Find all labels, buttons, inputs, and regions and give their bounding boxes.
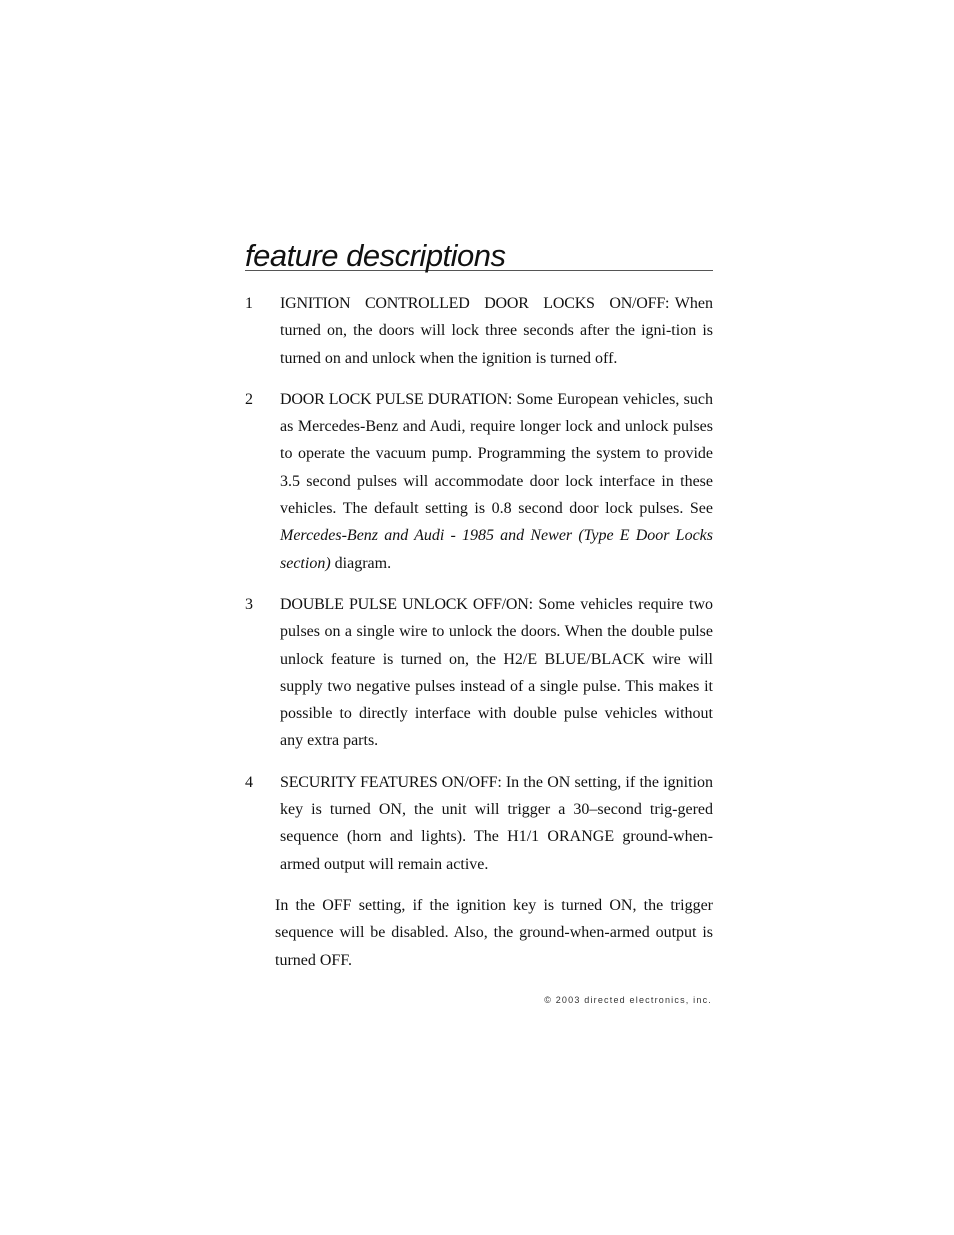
feature-list [245, 290, 713, 974]
feature-body [280, 769, 713, 878]
page-title: feature descriptions [245, 238, 506, 273]
feature-item-1 [245, 290, 713, 372]
feature-text: Some European vehicles, such as Mercedes-Benz and Audi, require longer lock and unlock pulses to operate the vacuum pump. Programming the system to provide 3.5 second pulses will accommodate door lock interface in these vehicles. The default setting is 0.8 second door lock pulses. See [280, 390, 714, 518]
feature-number: 3 [245, 595, 253, 613]
feature-heading: DOOR LOCK PULSE DURATION: [280, 390, 513, 408]
title-rule [245, 236, 713, 271]
feature-body [280, 290, 713, 372]
feature-item-2 [245, 386, 713, 577]
feature-item-4 [245, 769, 713, 878]
feature-number: 1 [245, 295, 253, 312]
feature-text: In the ON setting, if the ignition key is turned ON, the unit will trigger a 30–second trig-gered sequence (horn and lights). The H1/1 ORANGE ground-when-armed output will remain active. [280, 773, 714, 873]
feature-text: When turned on, the doors will lock three seconds after the igni-tion is turned on and unlock when the ignition is turned off. [280, 295, 713, 367]
feature-number: 2 [245, 390, 253, 408]
feature-body [280, 591, 713, 755]
feature-heading: DOUBLE PULSE UNLOCK OFF/ON: [280, 595, 533, 613]
copyright-footer: © 2003 directed electronics, inc. [544, 995, 712, 1005]
feature-body [280, 386, 713, 577]
feature-number: 4 [245, 773, 253, 791]
diagram-reference: Mercedes-Benz and Audi - 1985 and Newer (Type E Door Locks section) [280, 527, 713, 572]
feature-heading: SECURITY FEATURES ON/OFF: [280, 773, 502, 791]
feature-item-3 [245, 591, 713, 755]
feature-continuation: In the OFF setting, if the ignition key is turned ON, the trigger sequence will be disabled. Also, the ground-when-armed output is turned OFF. [275, 896, 713, 969]
feature-text-after: diagram. [334, 554, 392, 572]
feature-heading: IGNITION CONTROLLED DOOR LOCKS ON/OFF: [280, 295, 670, 312]
feature-text: Some vehicles require two pulses on a single wire to unlock the doors. When the double pulse unlock feature is turned on, the H2/E BLUE/BLACK wire will supply two negative pulses instead of a single pulse. This makes it possible to directly interface with double pulse vehicles without any extra parts. [280, 595, 714, 750]
